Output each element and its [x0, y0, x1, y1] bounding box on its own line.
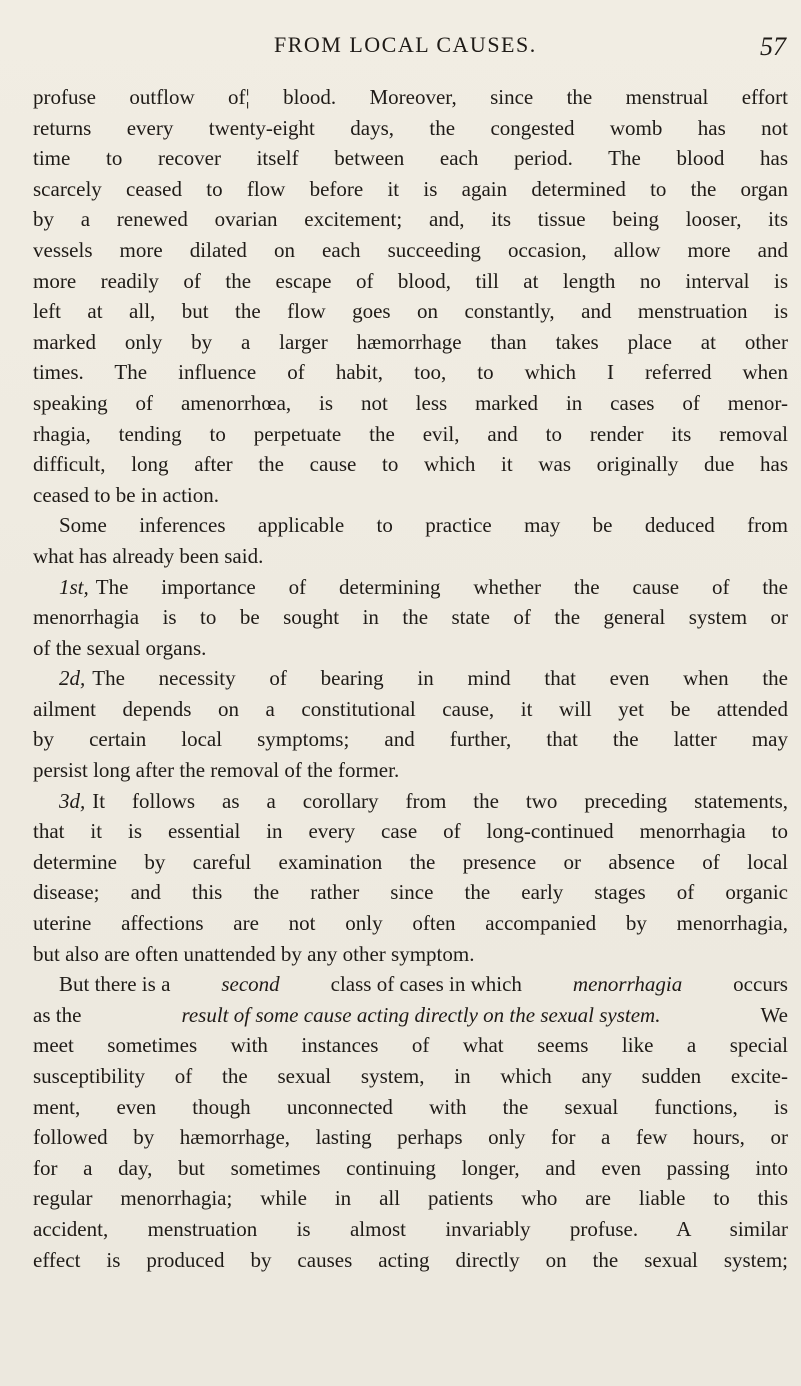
text-line: time to recover itself between each period. The blood has — [33, 146, 788, 171]
text-line: susceptibility of the sexual system, in which any sudden excite- — [33, 1064, 788, 1088]
ordinal-first: 1st, — [59, 574, 89, 599]
text-line: difficult, long after the cause to which it was originally due has — [33, 452, 788, 477]
text-line: times. The influence of habit, too, to which I referred when — [33, 360, 788, 385]
text-line: ceased to be in action. — [33, 482, 220, 507]
text-line: profuse outflow of¦ blood. Moreover, since the menstrual effort — [33, 85, 788, 109]
text-line: persist long after the removal of the former. — [33, 758, 400, 783]
text-line: speaking of amenorrhœa, is not less marked in cases of menor- — [33, 390, 788, 415]
text-line: determine by careful examination the presence or absence of local — [33, 849, 788, 874]
text-fragment: We — [760, 1002, 788, 1027]
text-line: meet sometimes with instances of what seems like a special — [33, 1033, 788, 1058]
italic-fragment: second — [221, 972, 280, 997]
text-fragment: But there is a — [59, 972, 171, 997]
text-line: by a renewed ovarian excitement; and, its tissue being looser, its — [33, 207, 788, 232]
text-line: regular menorrhagia; while in all patients who are liable to this — [33, 1186, 788, 1211]
ordinal-third: 3d, — [59, 788, 86, 813]
text-line: that it is essential in every case of long-continued menorrhagia to — [33, 819, 788, 844]
italic-fragment: result of some cause acting directly on the sexual system. — [181, 1002, 661, 1027]
text-line: ailment depends on a constitutional cause, it will yet be attended — [33, 696, 788, 721]
text-line: more readily of the escape of blood, till at length no interval is — [33, 268, 788, 293]
text-line: by certain local symptoms; and further, that the latter may — [33, 727, 788, 752]
text-line: rhagia, tending to perpetuate the evil, and to render its removal — [33, 421, 788, 446]
text-line: vessels more dilated on each succeeding occasion, allow more and — [33, 237, 788, 262]
ordinal-second: 2d, — [59, 666, 86, 691]
text-line: The importance of determining whether the cause of the — [95, 574, 788, 599]
text-line: effect is produced by causes acting directly on the sexual system; — [33, 1247, 788, 1272]
text-line: ment, even though unconnected with the sexual functions, is — [33, 1094, 788, 1119]
text-fragment: occurs — [733, 972, 788, 997]
text-line: Some inferences applicable to practice may be deduced from — [59, 513, 788, 538]
text-line: menorrhagia is to be sought in the state of the general system or — [33, 605, 788, 630]
text-line: returns every twenty-eight days, the congested womb has not — [33, 115, 788, 140]
mixed-italic-line — [33, 969, 788, 1000]
page-header — [0, 32, 801, 72]
numbered-line — [33, 663, 788, 694]
text-line: scarcely ceased to flow before it is again determined to the organ — [33, 176, 788, 201]
text-line: accident, menstruation is almost invariably profuse. A similar — [33, 1216, 788, 1241]
numbered-line — [33, 572, 788, 603]
text-line: of the sexual organs. — [33, 635, 207, 660]
italic-fragment: menorrhagia — [572, 972, 683, 997]
text-line: The necessity of bearing in mind that even when the — [92, 666, 788, 691]
text-line: for a day, but sometimes continuing longer, and even passing into — [33, 1155, 788, 1180]
text-fragment: as the — [33, 1002, 82, 1027]
page-number: 57 — [760, 32, 786, 61]
text-line: disease; and this the rather since the early stages of organic — [33, 880, 788, 905]
text-fragment: class of cases in which — [330, 972, 522, 997]
text-line: marked only by a larger hæmorrhage than takes place at other — [33, 329, 788, 354]
mixed-italic-line — [33, 1000, 788, 1031]
body-text — [33, 82, 788, 1275]
text-line: left at all, but the flow goes on constantly, and menstruation is — [33, 299, 788, 324]
text-line: uterine affections are not only often accompanied by menorrhagia, — [33, 911, 788, 936]
text-line: what has already been said. — [33, 543, 264, 568]
text-line: followed by hæmorrhage, lasting perhaps only for a few hours, or — [33, 1125, 788, 1150]
text-line: but also are often unattended by any other symptom. — [33, 941, 475, 966]
text-line: It follows as a corollary from the two preceding statements, — [92, 788, 788, 813]
numbered-line — [33, 786, 788, 817]
running-head: FROM LOCAL CAUSES. — [274, 32, 537, 57]
